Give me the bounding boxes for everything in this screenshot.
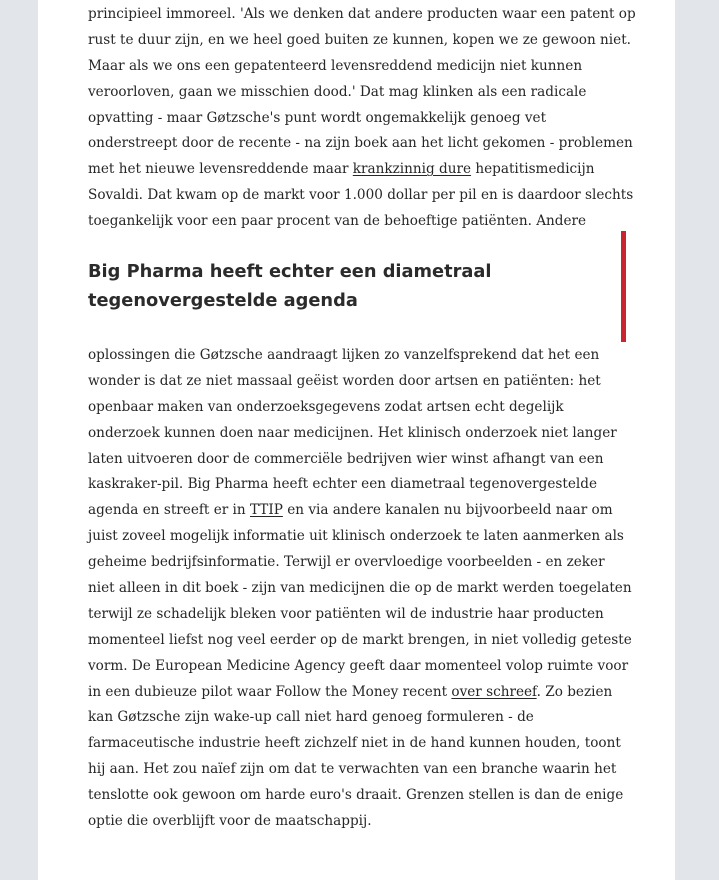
pull-quote-line: Big Pharma heeft echter een diametraal	[88, 261, 492, 282]
text-line: openbaar maken van onderzoeksgegevens zodat artsen echt degelijk	[88, 398, 564, 415]
text-segment: met het nieuwe levensreddende maar	[88, 161, 353, 178]
text-line: toegankelijk voor een paar procent van de behoeftige patiënten. Andere	[88, 213, 587, 230]
text-line: geheime bedrijfsinformatie. Terwijl er overvloedige voorbeelden - en zeker	[88, 554, 605, 571]
text-segment: . Zo bezien	[536, 683, 613, 700]
text-line	[88, 157, 628, 183]
text-line: oplossingen die Gøtzsche aandraagt lijken zo vanzelfsprekend dat het een	[88, 347, 600, 363]
text-segment: agenda en streeft er in	[88, 502, 250, 519]
text-line: niet alleen in dit boek - zijn van medicijnen die op de markt werden toegelaten	[88, 580, 632, 597]
text-line	[88, 498, 628, 524]
text-line: terwijl ze schadelijk bleken voor patiënten wil de industrie haar producten	[88, 605, 604, 622]
article-page	[38, 0, 675, 880]
text-line: vorm. De European Medicine Agency geeft daar momenteel volop ruimte voor	[88, 657, 629, 674]
text-line	[88, 680, 628, 706]
text-line: principieel immoreel. 'Als we denken dat andere producten waar een patent op	[88, 6, 636, 22]
text-line: momenteel liefst nog veel eerder op de markt brengen, in niet volledig geteste	[88, 631, 632, 648]
text-line: laten uitvoeren door de commerciële bedrijven wier winst afhangt van een	[88, 450, 604, 467]
text-line: kan Gøtzsche zijn wake-up call niet hard genoeg formuleren - de	[88, 709, 534, 726]
text-line: onderzoek kunnen doen naar medicijnen. Het klinisch onderzoek niet langer	[88, 424, 617, 441]
text-line: Maar als we ons een gepatenteerd levensreddend medicijn niet kunnen	[88, 57, 583, 74]
inline-link[interactable]: TTIP	[249, 502, 283, 519]
text-line: kaskraker-pil. Big Pharma heeft echter een diametraal tegenovergestelde	[88, 476, 597, 493]
inline-link[interactable]: krankzinnig dure	[352, 161, 472, 178]
text-line: Sovaldi. Dat kwam op de markt voor 1.000 dollar per pil en is daardoor slechts	[88, 187, 634, 204]
text-line: tenslotte ook gewoon om harde euro's draait. Grenzen stellen is dan de enige	[88, 787, 624, 804]
text-line: onderstreept door de recente - na zijn boek aan het licht gekomen - problemen	[88, 135, 633, 152]
text-line: farmaceutische industrie heeft zichzelf niet in de hand kunnen houden, toont	[88, 735, 621, 752]
pull-quote	[88, 257, 568, 315]
text-segment: en via andere kanalen nu bijvoorbeeld naar om	[282, 502, 613, 519]
article-paragraph-2	[88, 343, 632, 835]
pull-quote-line: tegenovergestelde agenda	[88, 290, 358, 311]
pull-quote-accent-bar	[621, 231, 626, 342]
inline-link[interactable]: over schreef	[451, 683, 537, 700]
text-segment: in een dubieuze pilot waar Follow the Money recent	[88, 683, 452, 700]
text-line: veroorloven, gaan we misschien dood.' Dat mag klinken als een radicale	[88, 83, 587, 100]
text-line: rust te duur zijn, en we heel goed buiten ze kunnen, kopen we ze gewoon niet.	[88, 31, 631, 48]
text-line: opvatting - maar Gøtzsche's punt wordt ongemakkelijk genoeg vet	[88, 109, 547, 126]
text-line: optie die overblijft voor de maatschappij.	[88, 813, 372, 830]
text-segment: hepatitismedicijn	[471, 161, 595, 178]
text-line: hij aan. Het zou naïef zijn om dat te verwachten van een branche waarin het	[88, 761, 617, 778]
text-line: juist zoveel mogelijk informatie uit klinisch onderzoek te laten aanmerken als	[88, 528, 624, 545]
text-line: wonder is dat ze niet massaal geëist worden door artsen en patiënten: het	[88, 372, 601, 389]
article-paragraph-1	[88, 2, 636, 235]
